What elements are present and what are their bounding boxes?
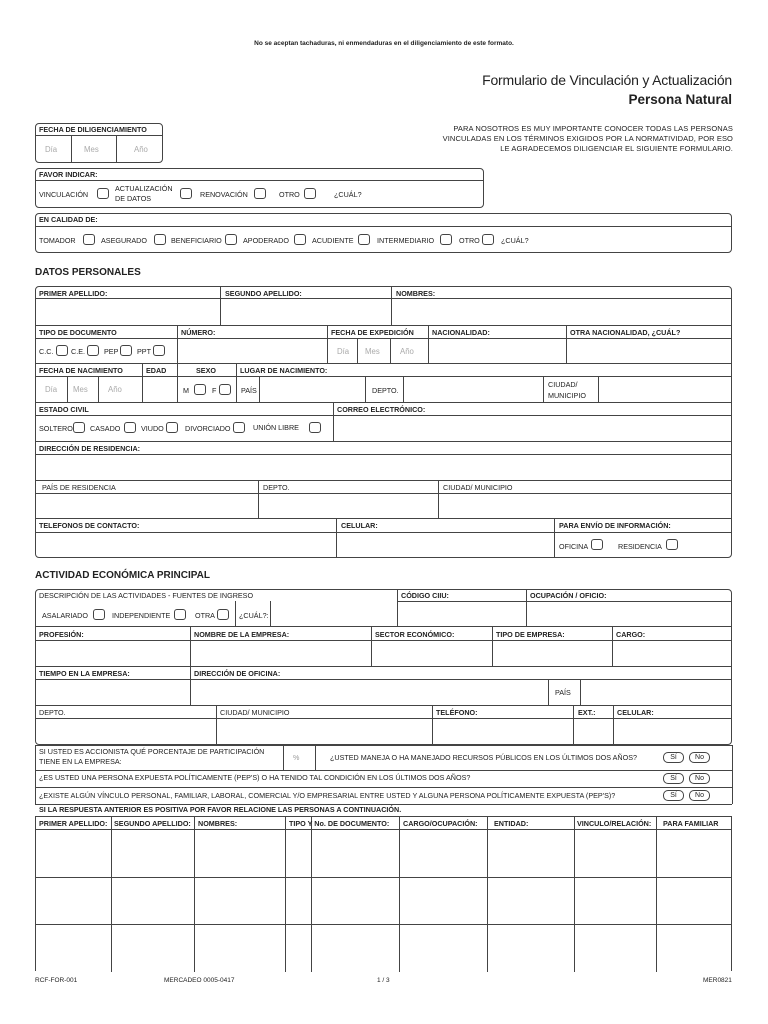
lugar-nacimiento-label: LUGAR DE NACIMIENTO: [240,366,328,375]
depto-residencia-label: DEPTO. [263,483,290,492]
fecha-nac-mes[interactable]: Mes [73,385,88,394]
otra-checkbox[interactable] [217,609,229,620]
porcentaje-label: % [293,753,300,762]
apoderado-label: APODERADO [243,236,289,245]
nombre-empresa-label: NOMBRE DE LA EMPRESA: [194,630,290,639]
table-header-cargo: CARGO/OCUPACIÓN: [403,819,478,828]
asalariado-checkbox[interactable] [93,609,105,620]
otro-label: OTRO [279,190,300,199]
recursos-no-option[interactable]: No [689,752,710,763]
ciiu-label: CÓDIGO CIIU: [401,591,449,600]
table-header-nombres: NOMBRES: [198,819,238,828]
calidad-cual-label: ¿CUÁL? [501,236,529,245]
tipo-empresa-label: TIPO DE EMPRESA: [496,630,565,639]
table-header-segundo-apellido: SEGUNDO APELLIDO: [114,819,191,828]
footer-page: 1 / 3 [377,977,390,984]
beneficiario-checkbox[interactable] [225,234,237,245]
residencia-checkbox[interactable] [666,539,678,550]
primer-apellido-label: PRIMER APELLIDO: [39,289,108,298]
tomador-label: TOMADOR [39,236,76,245]
correo-label: CORREO ELECTRÓNICO: [337,405,426,414]
acudiente-checkbox[interactable] [358,234,370,245]
fecha-exp-dia[interactable]: Día [337,347,350,356]
lugar-municipio-label: MUNICIPIO [548,391,586,400]
sexo-f-label: F [212,386,217,395]
vinculo-si-option[interactable]: Sí [663,790,684,801]
envio-info-label: PARA ENVÍO DE INFORMACIÓN: [559,521,671,530]
oficina-ciudad-label: CIUDAD/ MUNICIPIO [220,708,290,717]
ocupacion-label: OCUPACIÓN / OFICIO: [530,591,607,600]
table-header-familiar: PARA FAMILIAR [663,819,719,828]
nacionalidad-label: NACIONALIDAD: [432,328,490,337]
residencia-label: RESIDENCIA [618,542,662,551]
tomador-checkbox[interactable] [83,234,95,245]
ext-label: EXT.: [578,708,596,717]
intro-text: PARA NOSOTROS ES MUY IMPORTANTE CONOCER TODAS LAS PERSONAS VINCULADAS EN LOS TÉRMINOS EXIGIDOS POR LA NORMATIVIDAD, POR ESO LE AGRADECEMOS DILIGENCIAR EL SIGUIENTE FORMULARIO. [442,124,733,153]
numero-label: NÚMERO: [181,328,216,337]
ce-label: C.E. [71,347,85,356]
sexo-m-label: M [183,386,189,395]
intermediario-label: INTERMEDIARIO [377,236,435,245]
sector-label: SECTOR ECONÓMICO: [375,630,455,639]
table-header-documento: TIPO Y No. DE DOCUMENTO: [289,819,390,828]
calidad-otro-label: OTRO [459,236,480,245]
segundo-apellido-label: SEGUNDO APELLIDO: [225,289,302,298]
tipo-documento-label: TIPO DE DOCUMENTO [39,328,117,337]
celular-label: CELULAR: [341,521,378,530]
fecha-dilig-dia[interactable]: Día [45,145,58,154]
recursos-publicos-label: ¿USTED MANEJA O HA MANEJADO RECURSOS PÚBLICOS EN LOS ÚLTIMOS DOS AÑOS? [330,753,637,762]
peps-table [35,816,732,971]
union-libre-label: UNIÓN LIBRE [253,423,299,432]
accionista-label-2: TIENE EN LA EMPRESA: [39,757,122,766]
favor-cual-label: ¿CUÁL? [334,190,362,199]
pais-residencia-label: PAÍS DE RESIDENCIA [42,483,116,492]
ppt-checkbox[interactable] [153,345,165,356]
fecha-nac-dia[interactable]: Día [45,385,58,394]
table-header-primer-apellido: PRIMER APELLIDO: [39,819,108,828]
cc-checkbox[interactable] [56,345,68,356]
asegurado-label: ASEGURADO [101,236,147,245]
actividad-cual-label: ¿CUÁL?: [239,611,269,620]
lugar-depto-label: DEPTO. [372,386,399,395]
fecha-nacimiento-label: FECHA DE NACIMIENTO [39,366,123,375]
union-libre-checkbox[interactable] [309,422,321,433]
lugar-pais-label: PAÍS [241,386,257,395]
sexo-label: SEXO [196,366,216,375]
footer-ref: MER0821 [703,977,732,984]
profesion-label: PROFESIÓN: [39,630,84,639]
asegurado-checkbox[interactable] [154,234,166,245]
otro-checkbox[interactable] [304,188,316,199]
table-header-vinculo: VINCULO/RELACIÓN: [577,819,652,828]
pep-label: PEP [104,347,119,356]
apoderado-checkbox[interactable] [294,234,306,245]
descripcion-label: DESCRIPCIÓN DE LAS ACTIVIDADES - FUENTES DE INGRESO [39,591,254,600]
viudo-label: VIUDO [141,424,164,433]
lugar-ciudad-label: CIUDAD/ [548,380,578,389]
telefono-label: TELÉFONO: [436,708,478,717]
cc-label: C.C. [39,347,54,356]
cargo-label: CARGO: [616,630,646,639]
fecha-exp-mes[interactable]: Mes [365,347,380,356]
actividad-heading: ACTIVIDAD ECONÓMICA PRINCIPAL [35,570,210,581]
ciudad-residencia-label: CIUDAD/ MUNICIPIO [443,483,513,492]
relacione-label: SI LA RESPUESTA ANTERIOR ES POSITIVA POR FAVOR RELACIONE LAS PERSONAS A CONTINUACIÓN. [39,805,402,814]
vinculacion-label: VINCULACIÓN [39,190,89,199]
sexo-m-checkbox[interactable] [194,384,206,395]
otra-nacionalidad-label: OTRA NACIONALIDAD, ¿CUÁL? [570,328,681,337]
de-datos-label: DE DATOS [115,194,152,203]
form-title: Formulario de Vinculación y Actualización [482,72,732,88]
actualizacion-label: ACTUALIZACIÓN [115,184,173,193]
calidad-label: EN CALIDAD DE: [39,215,98,224]
asalariado-label: ASALARIADO [42,611,88,620]
otra-label: OTRA [195,611,215,620]
divorciado-label: DIVORCIADO [185,424,231,433]
peps-no-option[interactable]: No [689,773,710,784]
fecha-dilig-label: FECHA DE DILIGENCIAMIENTO [39,125,147,134]
recursos-si-option[interactable]: Sí [663,752,684,763]
vinculacion-checkbox[interactable] [97,188,109,199]
independiente-label: INDEPENDIENTE [112,611,171,620]
oficina-celular-label: CELULAR: [617,708,654,717]
footer-code: RCF-FOR-001 [35,977,78,984]
form-subtitle: Persona Natural [628,92,732,107]
renovacion-label: RENOVACIÓN [200,190,248,199]
soltero-checkbox[interactable] [73,422,85,433]
independiente-checkbox[interactable] [174,609,186,620]
favor-indicar-label: FAVOR INDICAR: [39,170,98,179]
fecha-dilig-mes[interactable]: Mes [84,145,99,154]
direccion-oficina-label: DIRECCIÓN DE OFICINA: [194,669,281,678]
nombres-label: NOMBRES: [396,289,436,298]
fecha-nac-anio[interactable]: Año [108,385,122,394]
footer-mercadeo: MERCADEO 0005-0417 [164,977,235,984]
casado-checkbox[interactable] [124,422,136,433]
peps-label: ¿ES USTED UNA PERSONA EXPUESTA POLÍTICAMENTE (PEP'S) O HA TENIDO TAL CONDICIÓN EN LOS ÚLTIMOS DOS AÑOS? [39,773,471,782]
actualizacion-checkbox[interactable] [180,188,192,199]
telefonos-label: TELEFONOS DE CONTACTO: [39,521,140,530]
oficina-checkbox[interactable] [591,539,603,550]
oficina-pais-label: PAÍS [555,688,571,697]
acudiente-label: ACUDIENTE [312,236,354,245]
ce-checkbox[interactable] [87,345,99,356]
vinculo-peps-label: ¿EXISTE ALGÚN VÍNCULO PERSONAL, FAMILIAR, LABORAL, COMERCIAL Y/O EMPRESARIAL ENTRE USTED Y ALGUNA PERSONA POLÍTICAMENTE EXPUESTA (PEP'S)? [39,791,616,800]
calidad-box [35,213,732,253]
table-header-entidad: ENTIDAD: [494,819,529,828]
tiempo-empresa-label: TIEMPO EN LA EMPRESA: [39,669,130,678]
vinculo-no-option[interactable]: No [689,790,710,801]
oficina-label: OFICINA [559,542,589,551]
peps-si-option[interactable]: Sí [663,773,684,784]
fecha-exp-anio[interactable]: Año [400,347,414,356]
direccion-residencia-label: DIRECCIÓN DE RESIDENCIA: [39,444,141,453]
notice-text: No se aceptan tachaduras, ni enmendaduras en el diligenciamiento de este formato. [254,40,514,47]
accionista-label-1: SI USTED ES ACCIONISTA QUÉ PORCENTAJE DE PARTICIPACIÓN [39,747,265,756]
calidad-otro-checkbox[interactable] [482,234,494,245]
datos-personales-heading: DATOS PERSONALES [35,267,141,278]
beneficiario-label: BENEFICIARIO [171,236,222,245]
renovacion-checkbox[interactable] [254,188,266,199]
ppt-label: PPT [137,347,151,356]
viudo-checkbox[interactable] [166,422,178,433]
casado-label: CASADO [90,424,121,433]
divorciado-checkbox[interactable] [233,422,245,433]
fecha-expedicion-label: FECHA DE EXPEDICIÓN [331,328,414,337]
sexo-f-checkbox[interactable] [219,384,231,395]
estado-civil-label: ESTADO CIVIL [39,405,89,414]
intermediario-checkbox[interactable] [440,234,452,245]
soltero-label: SOLTERO [39,424,73,433]
pep-checkbox[interactable] [120,345,132,356]
edad-label: EDAD [146,366,167,375]
fecha-dilig-anio[interactable]: Año [134,145,148,154]
oficina-depto-label: DEPTO. [39,708,66,717]
